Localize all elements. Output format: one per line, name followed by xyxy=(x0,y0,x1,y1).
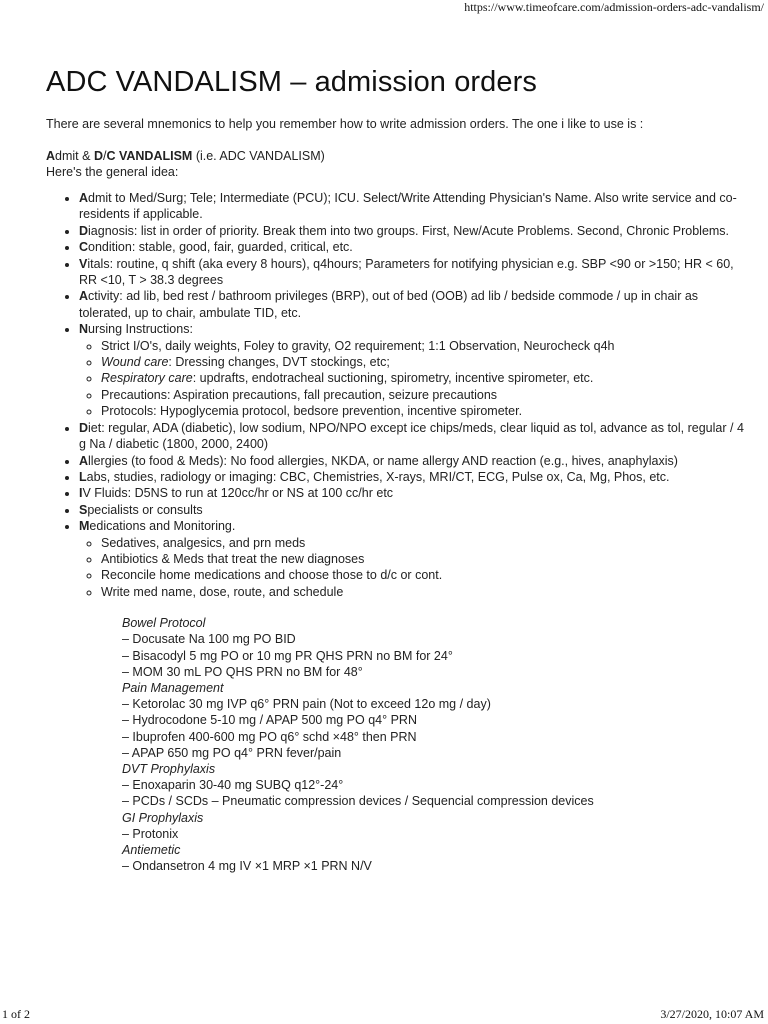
print-header-url: https://www.timeofcare.com/admission-orders-adc-vandalism/ xyxy=(464,0,764,14)
item-letter: L xyxy=(79,469,87,484)
mnemonic-text: dmit & xyxy=(55,149,94,163)
sub-item-text: : Dressing changes, DVT stockings, etc; xyxy=(168,355,390,370)
protocol-line: – Hydrocodone 5-10 mg / APAP 500 mg PO q4° PRN xyxy=(122,713,417,728)
list-item xyxy=(79,518,746,600)
protocol-line: – PCDs / SCDs – Pneumatic compression devices / Sequencial compression devices xyxy=(122,794,594,809)
item-letter: D xyxy=(79,223,89,238)
mnemonic-list xyxy=(46,190,746,600)
protocol-title: Antiemetic xyxy=(122,843,181,857)
print-footer-datetime: 3/27/2020, 10:07 AM xyxy=(660,1007,764,1021)
protocol-title: Pain Management xyxy=(122,680,224,695)
sub-list-item: ◦ Sedatives, analgesics, and prn meds xyxy=(101,535,746,551)
mnemonic-text: (i.e. ADC VANDALISM) xyxy=(192,149,325,163)
protocol-title: DVT Prophylaxis xyxy=(122,761,216,776)
mnemonic-line xyxy=(46,148,746,164)
item-text: llergies (to food & Meds): No food allergies, NKDA, or name allergy AND reaction (e.g., hives, anaphylaxis) xyxy=(88,453,678,468)
list-item xyxy=(79,321,746,419)
dvt-prophylaxis xyxy=(122,761,746,810)
item-text: edications and Monitoring. xyxy=(89,519,236,534)
sub-list-item xyxy=(101,338,746,354)
antiemetic xyxy=(122,842,746,874)
sub-item-text: Protocols: Hypoglycemia protocol, bedsore prevention, incentive spirometer. xyxy=(101,404,523,419)
protocol-line: – Docusate Na 100 mg PO BID xyxy=(122,632,296,647)
protocol-line: – APAP 650 mg PO q4° PRN fever/pain xyxy=(122,745,342,760)
item-text: abs, studies, radiology or imaging: CBC, Chemistries, X-rays, MRI/CT, ECG, Pulse ox, Ca, Mg, Phos, etc. xyxy=(86,469,670,484)
sub-list-item: ◦ Reconcile home medications and choose those to d/c or cont. xyxy=(101,567,746,583)
item-letter: N xyxy=(79,322,89,337)
protocol-line: – Ketorolac 30 mg IVP q6° PRN pain (Not to exceed 12o mg / day) xyxy=(122,697,491,712)
protocol-line: – Bisacodyl 5 mg PO or 10 mg PR QHS PRN no BM for 24° xyxy=(122,648,453,663)
item-text: iet: regular, ADA (diabetic), low sodium, NPO/NPO except ice chips/meds, clear liquid as tol, advance as tol, regular / 4 g Na / diabetic (1800, 2000, 2400) xyxy=(79,420,744,452)
mnemonic-text: / xyxy=(102,149,107,163)
sub-item-italic: Respiratory care xyxy=(101,371,193,386)
list-item xyxy=(79,502,746,518)
item-letter: D xyxy=(79,420,89,435)
page-title: ADC VANDALISM – admission orders xyxy=(46,66,537,98)
general-idea: Here's the general idea: xyxy=(46,165,179,179)
medications-sublist xyxy=(79,535,746,601)
list-item xyxy=(79,256,746,289)
sub-list-item xyxy=(101,387,746,403)
bowel-protocol xyxy=(122,615,746,680)
sub-list-item xyxy=(101,403,746,419)
protocol-line: – Ibuprofen 400-600 mg PO q6° schd ×48° then PRN xyxy=(122,729,417,744)
item-letter: A xyxy=(79,453,89,468)
sub-item-text: : updrafts, endotracheal suctioning, spirometry, incentive spirometer, etc. xyxy=(192,371,594,386)
item-letter: I xyxy=(79,486,83,501)
list-item xyxy=(79,420,746,453)
article xyxy=(46,64,746,874)
sub-item-text: Strict I/O's, daily weights, Foley to gravity, O2 requirement; 1:1 Observation, Neurocheck q4h xyxy=(101,338,615,353)
item-letter: A xyxy=(79,191,89,205)
item-text: ursing Instructions: xyxy=(88,322,193,337)
item-letter: C xyxy=(79,240,89,255)
list-item xyxy=(79,469,746,485)
item-letter: M xyxy=(79,519,90,534)
sub-list-item: ◦ Write med name, dose, route, and schedule xyxy=(101,584,746,600)
protocol-title: Bowel Protocol xyxy=(122,616,206,631)
mnemonic-letter: D xyxy=(93,149,103,163)
list-item xyxy=(79,485,746,501)
intro-paragraph: There are several mnemonics to help you remember how to write admission orders. The one i like to use is : xyxy=(46,117,644,131)
protocol-line: – Protonix xyxy=(122,826,179,841)
mnemonic-letter: A xyxy=(46,149,56,163)
item-letter: S xyxy=(79,502,88,517)
list-item xyxy=(79,223,746,239)
protocol-line: – Enoxaparin 30-40 mg SUBQ q12°-24° xyxy=(122,778,344,793)
item-text: V Fluids: D5NS to run at 120cc/hr or NS at 100 cc/hr etc xyxy=(82,486,394,501)
list-item xyxy=(79,190,746,223)
protocol-line: – Ondansetron 4 mg IV ×1 MRP ×1 PRN N/V xyxy=(122,859,372,874)
gi-prophylaxis xyxy=(122,810,746,842)
sub-item-italic: Wound care xyxy=(101,355,169,370)
sub-item-text: Precautions: Aspiration precautions, fall precaution, seizure precautions xyxy=(101,387,498,402)
item-text: ctivity: ad lib, bed rest / bathroom privileges (BRP), out of bed (OOB) ad lib / bedside commode / up in chair as tolerated, up to chair, ambulate TID, etc. xyxy=(79,289,699,320)
print-footer-page: 1 of 2 xyxy=(2,1007,30,1021)
protocol-line: – MOM 30 mL PO QHS PRN no BM for 48° xyxy=(122,664,363,679)
list-item xyxy=(79,453,746,469)
mnemonic-letter: C VANDALISM xyxy=(106,149,193,163)
nursing-sublist xyxy=(79,338,746,420)
list-item xyxy=(79,288,746,321)
item-text: ondition: stable, good, fair, guarded, critical, etc. xyxy=(88,240,353,255)
list-item xyxy=(79,239,746,255)
item-letter: V xyxy=(79,256,88,271)
item-text: pecialists or consults xyxy=(87,502,203,517)
pain-management xyxy=(122,680,746,761)
item-text: iagnosis: list in order of priority. Break them into two groups. First, New/Acute Problems. Second, Chronic Problems. xyxy=(88,223,730,238)
item-text: dmit to Med/Surg; Tele; Intermediate (PCU); ICU. Select/Write Attending Physician's Name. Also write service and co-residents if applicable. xyxy=(79,191,737,222)
item-letter: A xyxy=(79,289,89,304)
sub-list-item xyxy=(101,354,746,370)
sub-list-item: ◦ Antibiotics & Meds that treat the new diagnoses xyxy=(101,551,746,567)
protocol-title: GI Prophylaxis xyxy=(122,810,204,825)
item-text: itals: routine, q shift (aka every 8 hours), q4hours; Parameters for notifying physician e.g. SBP <90 or >150; HR < 60, RR <10, T > 38.3 degrees xyxy=(79,256,734,288)
sub-list-item xyxy=(101,370,746,386)
